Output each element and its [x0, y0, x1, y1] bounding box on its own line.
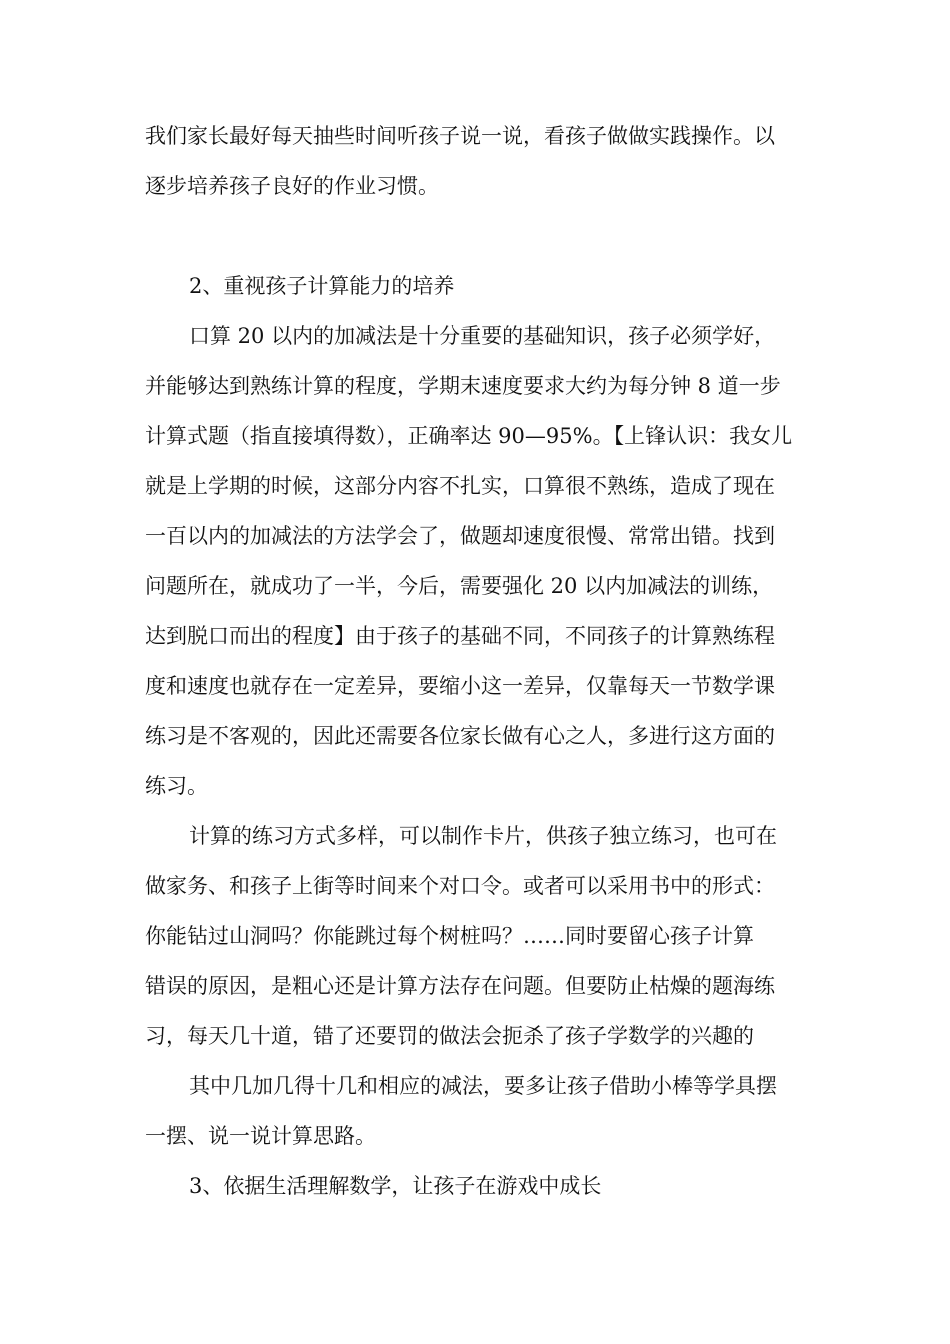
paragraph-line: 我们家长最好每天抽些时间听孩子说一说，看孩子做做实践操作。以	[145, 124, 775, 148]
paragraph-line: 习，每天几十道，错了还要罚的做法会扼杀了孩子学数学的兴趣的	[145, 1024, 754, 1048]
paragraph-line: 口算 20 以内的加减法是十分重要的基础知识，孩子必须学好，	[189, 324, 776, 348]
section-heading-3: 3、依据生活理解数学，让孩子在游戏中成长	[189, 1174, 602, 1198]
paragraph-line: 练习是不客观的，因此还需要各位家长做有心之人，多进行这方面的	[145, 724, 775, 748]
paragraph-line: 度和速度也就存在一定差异，要缩小这一差异，仅靠每天一节数学课	[145, 674, 775, 698]
paragraph-line: 计算式题（指直接填得数），正确率达 90—95%。【上锋认识：我女儿	[145, 424, 793, 448]
paragraph-line: 一摆、说一说计算思路。	[145, 1124, 376, 1148]
section-heading-2: 2、重视孩子计算能力的培养	[189, 274, 455, 298]
paragraph-line: 做家务、和孩子上街等时间来个对口令。或者可以采用书中的形式：	[145, 874, 775, 898]
paragraph-line: 计算的练习方式多样，可以制作卡片，供孩子独立练习，也可在	[189, 824, 777, 848]
paragraph-line: 就是上学期的时候，这部分内容不扎实，口算很不熟练，造成了现在	[145, 474, 775, 498]
paragraph-line: 问题所在，就成功了一半，今后，需要强化 20 以内加减法的训练，	[145, 574, 774, 598]
paragraph-line: 你能钻过山洞吗？你能跳过每个树桩吗？……同时要留心孩子计算	[145, 924, 754, 948]
paragraph-line: 错误的原因，是粗心还是计算方法存在问题。但要防止枯燥的题海练	[145, 974, 775, 998]
paragraph-line: 并能够达到熟练计算的程度，学期末速度要求大约为每分钟 8 道一步	[145, 374, 781, 398]
paragraph-line: 逐步培养孩子良好的作业习惯。	[145, 174, 439, 198]
paragraph-line: 一百以内的加减法的方法学会了，做题却速度很慢、常常出错。找到	[145, 524, 775, 548]
paragraph-line: 其中几加几得十几和相应的减法，要多让孩子借助小棒等学具摆	[189, 1074, 777, 1098]
paragraph-line: 达到脱口而出的程度】由于孩子的基础不同，不同孩子的计算熟练程	[145, 624, 775, 648]
paragraph-line: 练习。	[145, 774, 208, 798]
